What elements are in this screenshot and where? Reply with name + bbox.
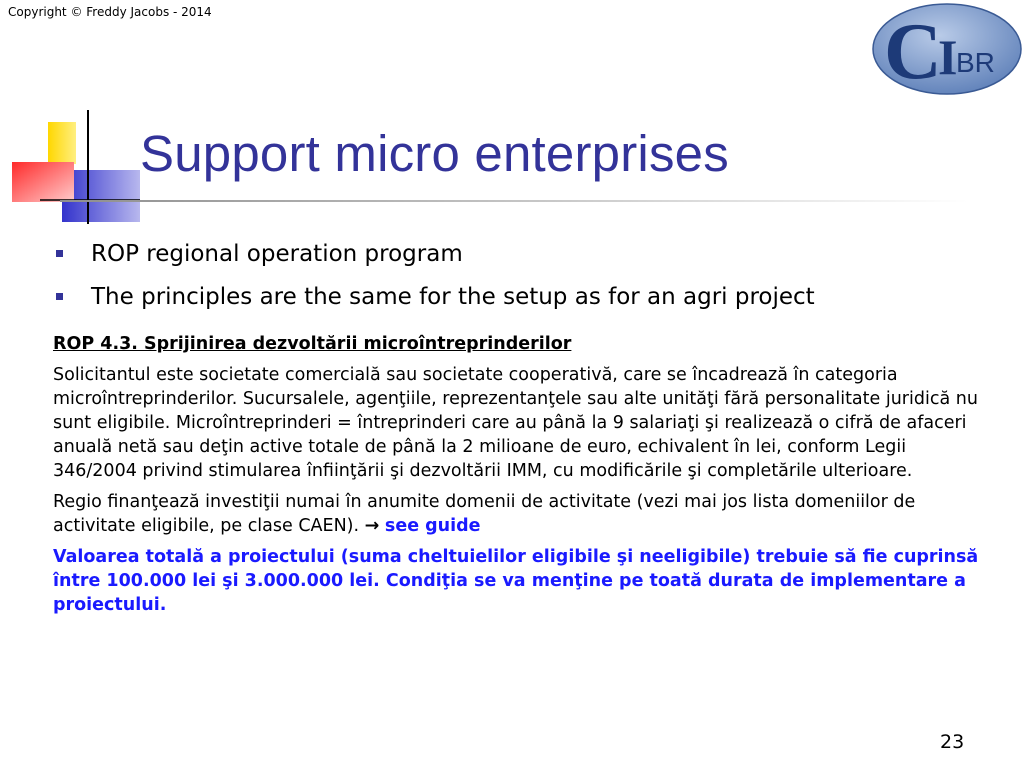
bullet-list <box>52 238 815 324</box>
title-divider <box>60 200 968 202</box>
bullet-text: ROP regional operation program <box>91 241 463 267</box>
square-bullet-icon <box>56 293 63 300</box>
slide-title: Support micro enterprises <box>140 125 729 182</box>
eligibility-paragraph: Solicitantul este societate comercială sau societate cooperativă, care se încadrează în categoria microîntreprinderilor. Sucursalele, agenţiile, reprezentanţele sau alte unităţi fără personalitate juridică nu sunt eligibile. Microîntreprinderi = întreprinderi care au până la 9 salariaţi şi realizează o cifră de afaceri anuală netă sau deţin active totale de până la 2 milioane de euro, echivalent în lei, conform Legii 346/2004 privind stimularea înfiinţării şi dezvoltării IMM, cu modificările şi completările ulterioare. <box>53 365 978 481</box>
rop-subheading: ROP 4.3. Sprijinirea dezvoltării microîntreprinderilor <box>53 334 572 354</box>
body-text-block <box>53 332 993 624</box>
bullet-item <box>52 238 815 281</box>
decorative-squares <box>0 110 150 225</box>
bullet-item <box>52 281 815 324</box>
deco-red-square <box>12 162 74 202</box>
logo-letter-i: I <box>938 29 958 85</box>
page-number: 23 <box>940 731 965 753</box>
project-value-paragraph: Valoarea totală a proiectului (suma cheltuielilor eligibile şi neeligibile) trebuie să fie cuprinsă între 100.000 lei şi 3.000.000 lei. Condiţia se va menţine pe toată durata de implementare a proiectului. <box>53 547 979 615</box>
deco-yellow-square <box>48 122 76 164</box>
see-guide-link[interactable]: see guide <box>384 516 481 536</box>
bullet-text: The principles are the same for the setup as for an agri project <box>91 284 815 310</box>
financing-text: Regio finanţează investiţii numai în anumite domenii de activitate (vezi mai jos lista domeniilor de activitate eligibile, pe clase CAEN). <box>53 492 916 536</box>
square-bullet-icon <box>56 250 63 257</box>
logo-letter-c: C <box>884 8 942 96</box>
arrow-right-icon: → <box>364 516 380 536</box>
logo-letters-br: BR <box>956 47 995 78</box>
cibr-logo <box>872 2 1024 96</box>
financing-paragraph <box>53 490 993 538</box>
copyright-notice: Copyright © Freddy Jacobs - 2014 <box>8 5 212 19</box>
